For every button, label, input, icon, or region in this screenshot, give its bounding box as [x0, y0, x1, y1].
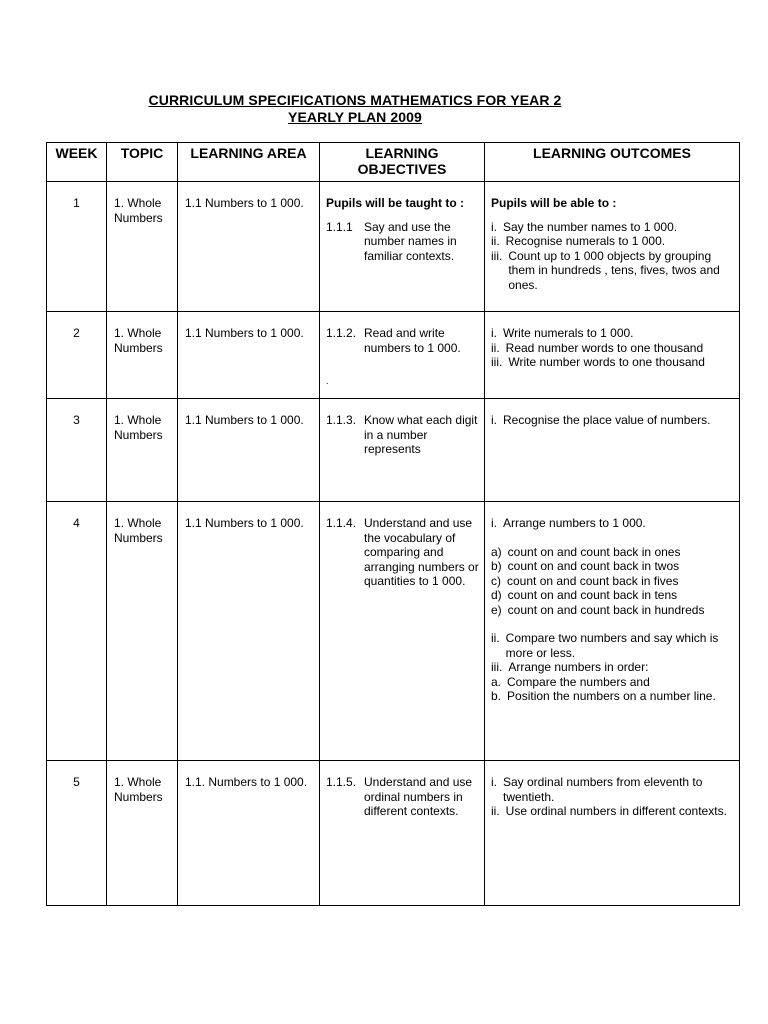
item-text: Recognise the place value of numbers. — [503, 413, 711, 427]
list-item — [491, 775, 735, 804]
header-week: WEEK — [47, 143, 107, 182]
item-text: count on and count back in twos — [507, 559, 680, 573]
list-item — [491, 588, 735, 603]
list-item — [491, 804, 735, 819]
item-number: iii. — [491, 355, 503, 369]
item-number: b) — [491, 559, 502, 573]
list-item — [491, 249, 735, 293]
week-cell: 3 — [47, 399, 107, 502]
document-title: CURRICULUM SPECIFICATIONS MATHEMATICS FOR YEAR 2 — [148, 92, 562, 108]
outcomes-cell — [485, 312, 740, 399]
list-item — [491, 574, 735, 589]
objective-text: Read and write numbers to 1 000. — [364, 326, 461, 355]
topic-cell: 1. Whole Numbers — [107, 502, 178, 761]
list-item — [491, 545, 735, 560]
week-cell: 2 — [47, 312, 107, 399]
item-number: b. — [491, 689, 502, 703]
item-number: a) — [491, 544, 502, 559]
list-item — [491, 559, 735, 574]
learning-area-cell: 1.1 Numbers to 1 000. — [178, 182, 320, 312]
list-item — [491, 516, 735, 531]
item-text: Arrange numbers in order: — [508, 660, 649, 674]
list-item — [491, 689, 735, 704]
objectives-cell — [320, 502, 485, 761]
table-header-row — [47, 143, 740, 182]
item-number: c) — [491, 573, 501, 588]
week-cell: 5 — [47, 761, 107, 906]
table-row — [47, 399, 740, 502]
table-row — [47, 312, 740, 399]
learning-area-cell: 1.1 Numbers to 1 000. — [178, 312, 320, 399]
objectives-cell — [320, 312, 485, 399]
item-number: e) — [491, 602, 502, 617]
list-item — [491, 220, 735, 235]
header-learning-objectives: LEARNING OBJECTIVES — [320, 143, 485, 182]
outcomes-cell — [485, 399, 740, 502]
item-text: Compare two numbers and say which is more or less. — [505, 631, 719, 660]
list-item — [491, 341, 735, 356]
learning-area-cell: 1.1 Numbers to 1 000. — [178, 399, 320, 502]
item-text: Use ordinal numbers in different contexts. — [505, 804, 727, 818]
item-number: i. — [491, 326, 497, 340]
header-learning-area: LEARNING AREA — [178, 143, 320, 182]
item-text: Recognise numerals to 1 000. — [505, 234, 666, 248]
topic-cell: 1. Whole Numbers — [107, 182, 178, 312]
objectives-cell — [320, 399, 485, 502]
list-item — [491, 660, 735, 675]
item-text: count on and count back in ones — [507, 544, 681, 559]
item-number: iii. — [491, 660, 503, 674]
learning-area-cell: 1.1. Numbers to 1 000. — [178, 761, 320, 906]
list-item — [491, 355, 735, 370]
objectives-cell — [320, 761, 485, 906]
list-item — [491, 631, 735, 660]
table-row — [47, 502, 740, 761]
item-text: count on and count back in tens — [507, 588, 678, 602]
objective-number: 1.1.4. — [326, 516, 357, 530]
item-number: i. — [491, 219, 497, 234]
outcomes-cell — [485, 182, 740, 312]
item-text: Compare the numbers and — [507, 674, 650, 689]
learning-area-cell: 1.1 Numbers to 1 000. — [178, 502, 320, 761]
item-text: Arrange numbers to 1 000. — [503, 516, 646, 530]
item-number: iii. — [491, 248, 503, 263]
table-row — [47, 182, 740, 312]
objective-text: Understand and use ordinal numbers in different contexts. — [364, 775, 473, 818]
objective-number: 1.1.5. — [326, 775, 357, 789]
item-number: d) — [491, 588, 502, 602]
document-subtitle: YEARLY PLAN 2009 — [288, 109, 422, 125]
objective-number: 1.1.1 — [326, 219, 353, 234]
objective-number: 1.1.2. — [326, 326, 357, 340]
item-text: Write number words to one thousand — [508, 355, 705, 369]
item-text: count on and count back in fives — [507, 573, 679, 588]
outcomes-cell — [485, 502, 740, 761]
item-number: ii. — [491, 631, 500, 645]
objective-text: Know what each digit in a number represents — [364, 413, 478, 456]
topic-cell: 1. Whole Numbers — [107, 312, 178, 399]
item-number: ii. — [491, 804, 500, 818]
list-item — [491, 234, 735, 249]
item-text: Position the numbers on a number line. — [507, 689, 716, 703]
topic-cell: 1. Whole Numbers — [107, 399, 178, 502]
item-text: Read number words to one thousand — [505, 340, 704, 355]
item-text: Count up to 1 000 objects by grouping them in hundreds , tens, fives, twos and ones. — [508, 248, 720, 292]
list-item — [491, 413, 735, 428]
item-text: Say the number names to 1 000. — [503, 219, 678, 234]
item-number: ii. — [491, 234, 500, 248]
item-number: i. — [491, 413, 497, 427]
stray-dot: . — [326, 376, 329, 386]
item-number: a. — [491, 674, 502, 689]
list-item — [491, 603, 735, 618]
objective-text: Say and use the number names in familiar contexts. — [364, 219, 457, 263]
outcomes-cell — [485, 761, 740, 906]
item-number: i. — [491, 516, 497, 530]
item-text: count on and count back in hundreds — [507, 602, 705, 617]
header-learning-outcomes: LEARNING OUTCOMES — [485, 143, 740, 182]
header-topic: TOPIC — [107, 143, 178, 182]
outcomes-label: Pupils will be able to : — [491, 196, 617, 210]
objectives-label: Pupils will be taught to : — [326, 196, 464, 210]
list-item — [491, 675, 735, 690]
item-text: Say ordinal numbers from eleventh to twentieth. — [503, 775, 703, 804]
week-cell: 1 — [47, 182, 107, 312]
table-row — [47, 761, 740, 906]
objectives-cell — [320, 182, 485, 312]
yearly-plan-table — [46, 142, 740, 906]
item-text: Write numerals to 1 000. — [503, 326, 634, 340]
item-number: ii. — [491, 340, 500, 355]
week-cell: 4 — [47, 502, 107, 761]
item-number: i. — [491, 775, 497, 789]
topic-cell: 1. Whole Numbers — [107, 761, 178, 906]
list-item — [491, 326, 735, 341]
objective-number: 1.1.3. — [326, 413, 357, 427]
objective-text: Understand and use the vocabulary of comparing and arranging numbers or quantities to 1 000. — [364, 516, 479, 588]
